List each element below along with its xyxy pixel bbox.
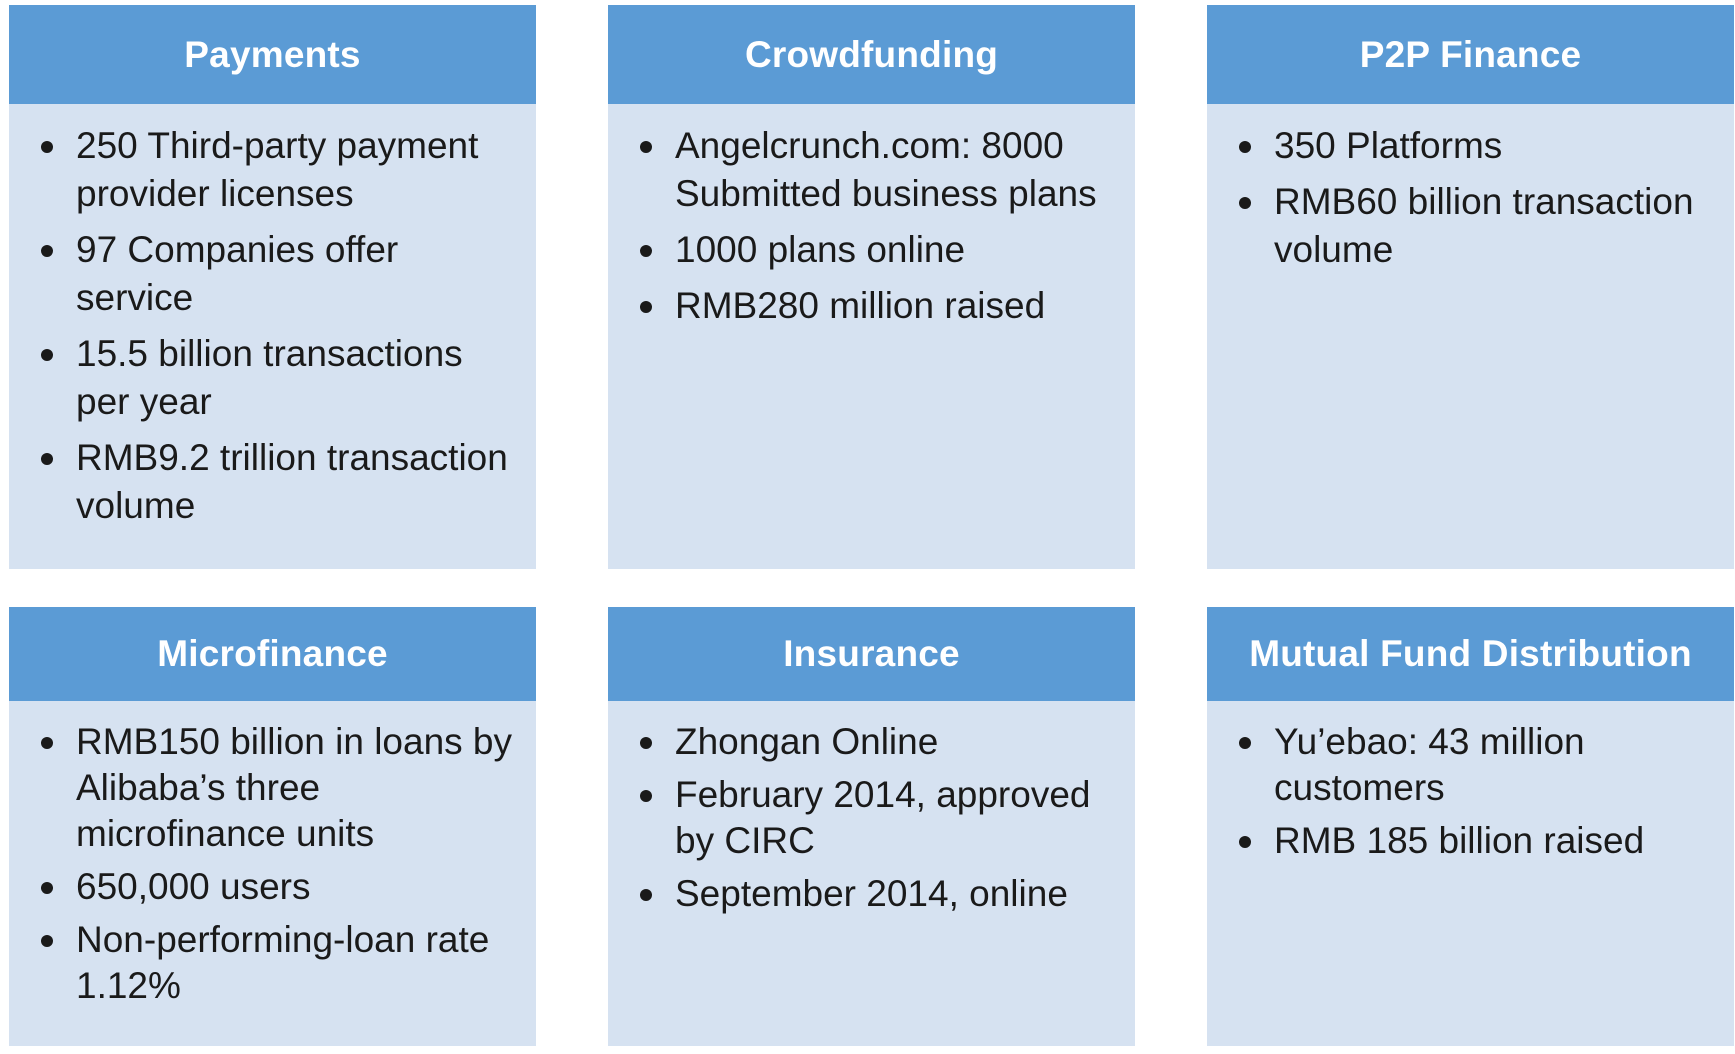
insurance-card-body: [608, 701, 1135, 917]
mutual-fund-distribution-card: [1207, 607, 1734, 1046]
microfinance-card-title: Microfinance: [9, 607, 536, 701]
insurance-bullet-item: Zhongan Online: [638, 719, 1113, 765]
payments-card: [9, 5, 536, 569]
payments-card-title: Payments: [9, 5, 536, 104]
insurance-card-title: Insurance: [608, 607, 1135, 701]
p2p-finance-bullet-list: [1237, 122, 1712, 274]
crowdfunding-card: [608, 5, 1135, 569]
p2p-finance-bullet-item: 350 Platforms: [1237, 122, 1712, 170]
payments-card-body: [9, 104, 536, 530]
p2p-finance-card-body: [1207, 104, 1734, 274]
p2p-finance-bullet-item: RMB60 billion transaction volume: [1237, 178, 1712, 274]
microfinance-card: [9, 607, 536, 1046]
mutual-fund-distribution-card-body: [1207, 701, 1734, 864]
crowdfunding-card-title: Crowdfunding: [608, 5, 1135, 104]
payments-bullet-list: [39, 122, 514, 530]
microfinance-bullet-item: RMB150 billion in loans by Alibaba’s three microfinance units: [39, 719, 514, 857]
crowdfunding-bullet-item: 1000 plans online: [638, 226, 1113, 274]
microfinance-bullet-item: 650,000 users: [39, 864, 514, 910]
insurance-bullet-item: September 2014, online: [638, 871, 1113, 917]
crowdfunding-bullet-list: [638, 122, 1113, 330]
mutual-fund-distribution-bullet-item: Yu’ebao: 43 million customers: [1237, 719, 1712, 811]
p2p-finance-card-title: P2P Finance: [1207, 5, 1734, 104]
mutual-fund-distribution-card-title: Mutual Fund Distribution: [1207, 607, 1734, 701]
insurance-bullet-item: February 2014, approved by CIRC: [638, 772, 1113, 864]
crowdfunding-bullet-item: RMB280 million raised: [638, 282, 1113, 330]
mutual-fund-distribution-bullet-item: RMB 185 billion raised: [1237, 818, 1712, 864]
payments-bullet-item: 250 Third-party payment provider licenses: [39, 122, 514, 218]
payments-bullet-item: 97 Companies offer service: [39, 226, 514, 322]
payments-bullet-item: 15.5 billion transactions per year: [39, 330, 514, 426]
p2p-finance-card: [1207, 5, 1734, 569]
microfinance-bullet-item: Non-performing-loan rate 1.12%: [39, 917, 514, 1009]
insurance-bullet-list: [638, 719, 1113, 917]
mutual-fund-distribution-bullet-list: [1237, 719, 1712, 864]
crowdfunding-card-body: [608, 104, 1135, 330]
microfinance-card-body: [9, 701, 536, 1009]
payments-bullet-item: RMB9.2 trillion transaction volume: [39, 434, 514, 530]
crowdfunding-bullet-item: Angelcrunch.com: 8000 Submitted business plans: [638, 122, 1113, 218]
microfinance-bullet-list: [39, 719, 514, 1009]
insurance-card: [608, 607, 1135, 1046]
